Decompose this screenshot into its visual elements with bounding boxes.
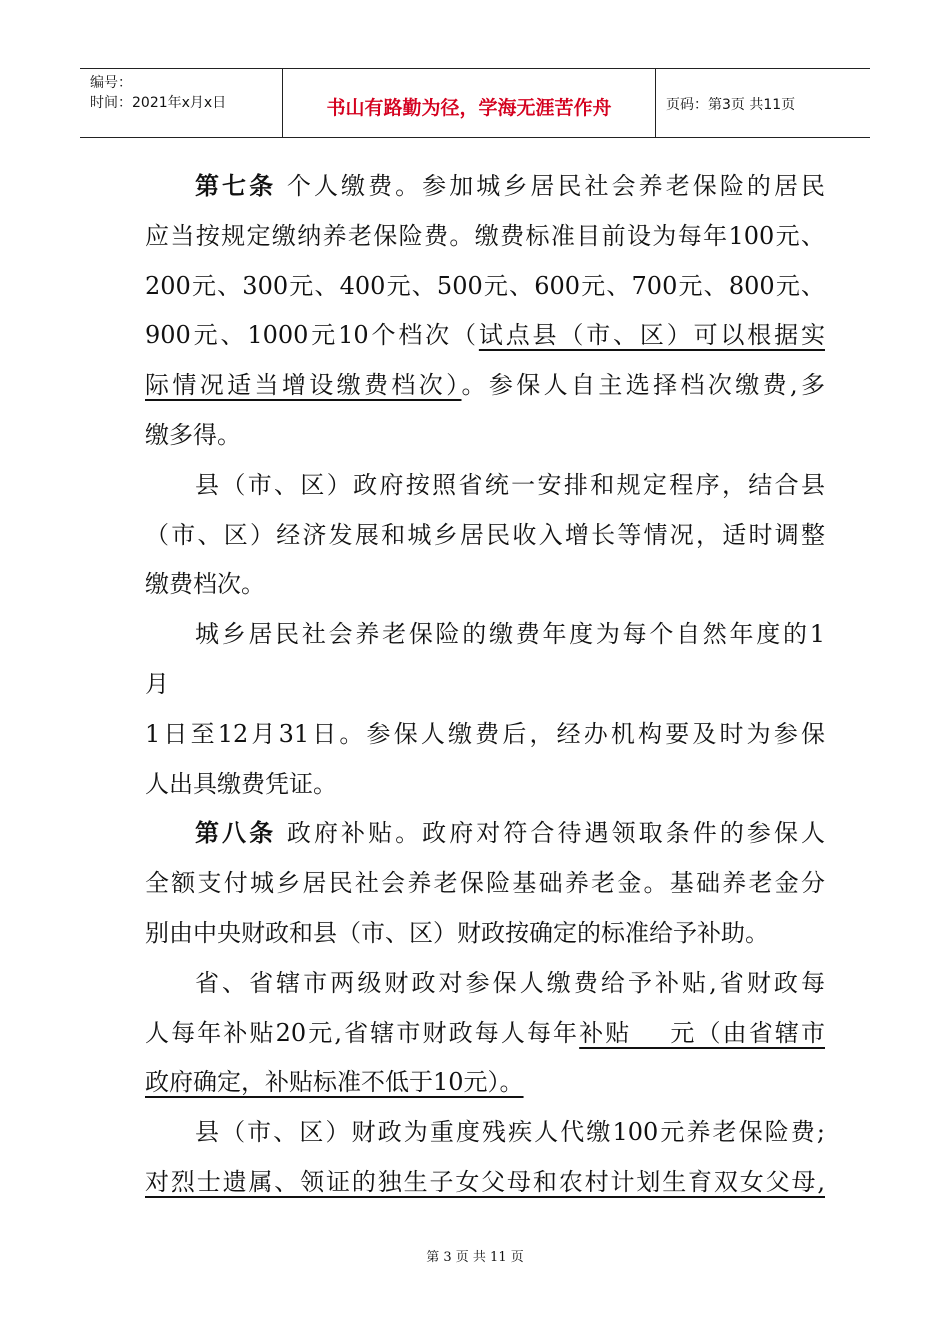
article8-paragraph-line: [145, 1058, 825, 1108]
header-number: 编号：: [90, 75, 132, 91]
article7-paragraph-line: 1日至12月31日。参保人缴费后，经办机构要及时为参保: [145, 719, 825, 748]
article7-text: 。参保人自主选择档次缴费,多: [461, 371, 825, 400]
article8-paragraph-line: [145, 1009, 825, 1059]
article7-paragraph-line: （市、区）经济发展和城乡居民收入增长等情况，适时调整: [145, 520, 825, 549]
underlined-text: 际情况适当增设缴费档次）: [145, 371, 462, 400]
article7-paragraph-line: 城乡居民社会养老保险的缴费年度为每个自然年度的1: [195, 620, 825, 649]
article7-paragraph-line: 月: [145, 669, 169, 698]
header-time: 时间：2021年x月x日: [90, 95, 227, 111]
article8-paragraph-line: 省、省辖市两级财政对参保人缴费给予补贴,省财政每: [195, 968, 825, 997]
article7-paragraph-line: 县（市、区）政府按照省统一安排和规定程序，结合县: [195, 470, 825, 499]
document-header: [80, 68, 870, 138]
article7-line: 缴多得。: [145, 420, 241, 449]
article8-text: 人每年补贴20元,省辖市财政每人每年: [145, 1018, 580, 1047]
header-divider: [655, 69, 656, 137]
article7-text: 900元、1000元10个档次（: [145, 321, 479, 350]
underlined-text: 补贴 元（由省辖市: [579, 1018, 825, 1047]
article8-title: 第八条: [195, 819, 277, 848]
article8-line: [145, 809, 825, 859]
article7-line: [145, 311, 825, 361]
article7-line: 200元、300元、400元、500元、600元、700元、800元、: [145, 271, 825, 300]
underlined-text: 试点县（市、区）可以根据实: [478, 321, 825, 350]
article8-paragraph-line: [145, 1158, 825, 1208]
article7-line: [145, 361, 825, 411]
article7-line: [145, 162, 825, 212]
underlined-text: 政府确定，补贴标准不低于10元）。: [145, 1068, 524, 1097]
article7-paragraph-line: 人出具缴费凭证。: [145, 769, 337, 798]
article7-text: 个人缴费。参加城乡居民社会养老保险的居民: [286, 172, 825, 200]
header-page-number: 页码：第3页 共11页: [666, 97, 796, 113]
article8-text: 政府补贴。政府对符合待遇领取条件的参保人: [286, 819, 825, 848]
article8-line: 全额支付城乡居民社会养老保险基础养老金。基础养老金分: [145, 869, 825, 898]
header-motto: 书山有路勤为径，学海无涯苦作舟: [326, 97, 612, 119]
article8-paragraph-line: 县（市、区）财政为重度残疾人代缴100元养老保险费;: [195, 1118, 825, 1147]
header-meta: [90, 73, 226, 113]
article7-title: 第七条: [195, 172, 277, 200]
underlined-text: 对烈士遗属、领证的独生子女父母和农村计划生育双女父母,: [145, 1167, 825, 1196]
article7-paragraph-line: 缴费档次。: [145, 570, 265, 599]
page-footer: 第 3 页 共 11 页: [426, 1250, 524, 1265]
article7-line: 应当按规定缴纳养老保险费。缴费标准目前设为每年100元、: [145, 221, 825, 250]
document-body: [145, 162, 825, 1208]
article8-line: 别由中央财政和县（市、区）财政按确定的标准给予补助。: [145, 918, 769, 947]
